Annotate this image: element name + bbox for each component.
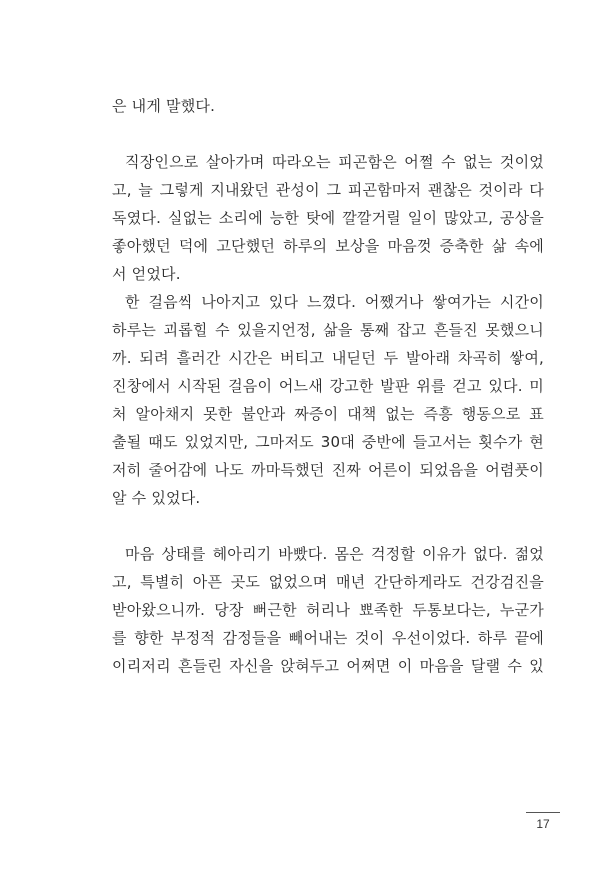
text-line: 고, 늘 그렇게 지내왔던 관성이 그 피곤함마저 괜찮은 것이라 다: [112, 181, 544, 199]
text-line: 하루는 괴롭힐 수 있을지언정, 삶을 통째 잡고 흔들진 못했으니: [112, 321, 544, 339]
text-line: 이리저리 흔들린 자신을 앉혀두고 어쩌면 이 마음을 달랠 수 있: [112, 657, 544, 675]
text-line: 저히 줄어감에 나도 까마득했던 진짜 어른이 되었음을 어렴풋이: [112, 461, 544, 479]
text-line: 출될 때도 있었지만, 그마저도 30대 중반에 들고서는 횟수가 현: [112, 433, 544, 451]
page-number: 17: [536, 817, 550, 831]
text-line: 까. 되려 흘러간 시간은 버티고 내딛던 두 발아래 차곡히 쌓여,: [112, 349, 544, 367]
text-line: 직장인으로 살아가며 따라오는 피곤함은 어쩔 수 없는 것이었: [125, 153, 544, 171]
text-line: 좋아했던 덕에 고단했던 하루의 보상을 마음껏 증축한 삶 속에: [112, 237, 544, 255]
page-footer: [526, 812, 560, 831]
page-number-rule: [526, 812, 560, 813]
text-line: 처 알아채지 못한 불안과 짜증이 대책 없는 즉흥 행동으로 표: [112, 405, 544, 423]
text-line: 알 수 있었다.: [112, 489, 201, 507]
text-line: 고, 특별히 아픈 곳도 없었으며 매년 간단하게라도 건강검진을: [112, 573, 544, 591]
text-line: 독였다. 실없는 소리에 능한 탓에 깔깔거릴 일이 많았고, 공상을: [112, 209, 544, 227]
text-line: 를 향한 부정적 감정들을 빼어내는 것이 우선이었다. 하루 끝에: [112, 629, 544, 647]
text-line: 마음 상태를 헤아리기 바빴다. 몸은 걱정할 이유가 없다. 젊었: [125, 545, 544, 563]
text-line: 은 내게 말했다.: [112, 97, 216, 115]
text-line: 한 걸음씩 나아지고 있다 느꼈다. 어쨌거나 쌓여가는 시간이: [125, 293, 544, 311]
text-line: 서 얻었다.: [112, 265, 181, 283]
text-line: 받아왔으니까. 당장 뻐근한 허리나 뾰족한 두통보다는, 누군가: [112, 601, 544, 619]
text-line: 진창에서 시작된 걸음이 어느새 강고한 발판 위를 걷고 있다. 미: [112, 377, 544, 395]
